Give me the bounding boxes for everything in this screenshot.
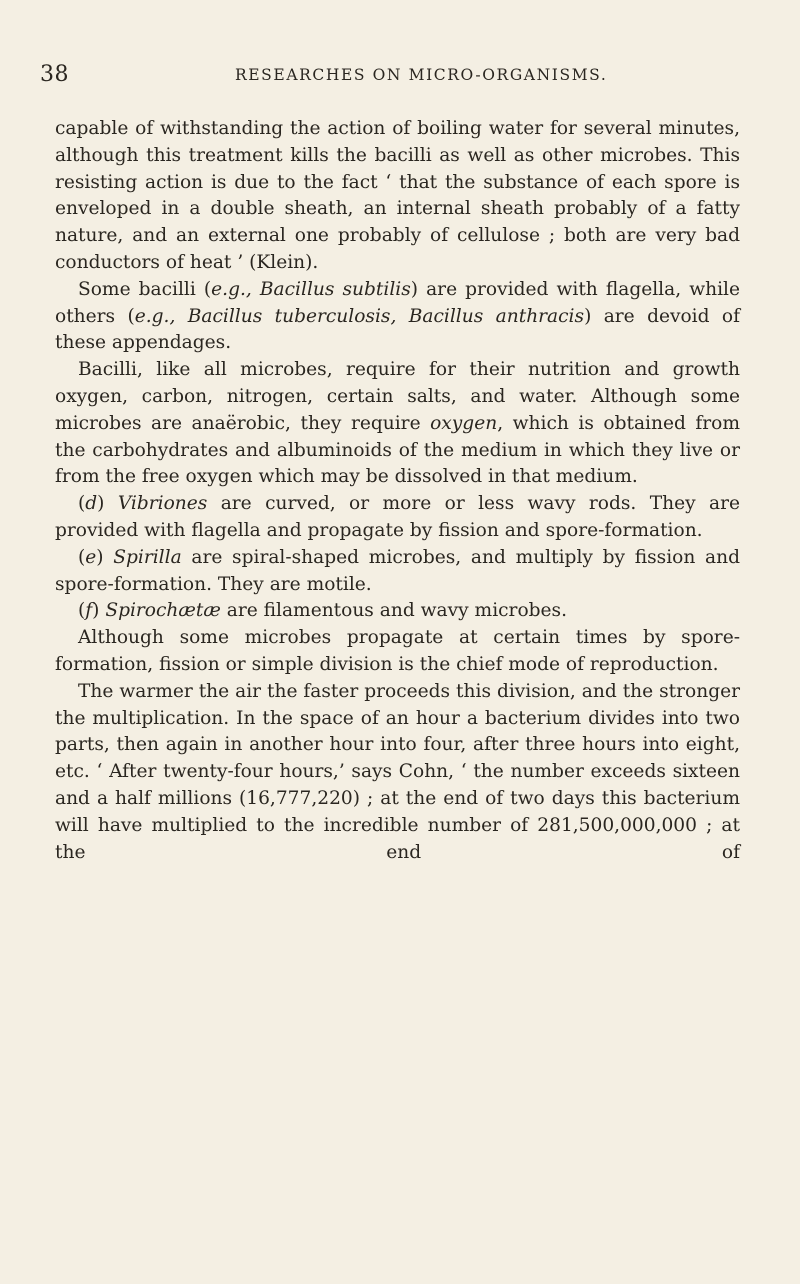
page-number: 38 (40, 62, 69, 87)
paragraph (55, 116, 740, 277)
text-run: ( (78, 546, 86, 568)
text-run: ( (78, 600, 86, 622)
text-run: Some bacilli ( (78, 278, 212, 300)
italic-text: Spirilla (113, 546, 182, 568)
italic-text: e.g., Bacillus subtilis (211, 278, 411, 300)
text-run: are curved, or more or less wavy rods. They are provided with flagella and propagate by fission and spore-formation. (55, 493, 740, 541)
italic-text: f (85, 600, 93, 622)
text-run: are filamentous and wavy microbes. (220, 600, 567, 622)
italic-text: Vibriones (117, 493, 208, 515)
paragraph (55, 545, 740, 599)
text-run: Bacilli, like all microbes, require for their nutrition and growth oxygen, carbon, nitrogen, certain salts, and water. Although some microbes are anaërobic, they require (55, 359, 740, 434)
text-run: The warmer the air the faster proceeds this division, and the stronger the multiplication. In the space of an hour a bacterium divides into two parts, then again in another hour into four, after three hours into eight, etc. ‘ After twenty-four hours,’ says Cohn, ‘ the number exceeds sixteen and a half millions (16,777,220) ; at the end of two days this bacterium will have multiplied to the incredible number of 281,500,000,000 ; at the end of (55, 680, 740, 863)
text-run: Although some microbes propagate at certain times by spore-formation, fission or simple division is the chief mode of reproduction. (55, 627, 740, 675)
text-run: ) are provided with flagella, while others ( (55, 278, 740, 327)
text-run: ( (78, 493, 86, 515)
text-run: ) (97, 493, 118, 515)
italic-text: oxygen (430, 412, 498, 434)
italic-text: e.g., Bacillus tuberculosis, Bacillus anthracis (134, 305, 585, 327)
text-run: capable of withstanding the action of boiling water for several minutes, although this treatment kills the bacilli as well as other microbes. This resisting action is due to the fact ‘ that the substance of each spore is enveloped in a double sheath, an internal sheath probably of a fatty nature, and an external one probably of cellulose ; both are very bad conductors of heat ’ (Klein). (55, 118, 740, 273)
italic-text: d (85, 493, 98, 515)
italic-text: e (85, 546, 97, 568)
paragraph (55, 277, 740, 357)
body-text (55, 116, 740, 866)
paragraph (55, 598, 740, 625)
page-header (40, 62, 740, 92)
paragraph (55, 625, 740, 679)
paragraph (55, 357, 740, 491)
text-run: are spiral-shaped microbes, and multiply by fission and spore-formation. They are motile. (55, 546, 740, 595)
text-run: ) (92, 600, 106, 622)
text-run: , which is obtained from the carbohydrates and albuminoids of the medium in which they live or from the free oxygen which may be dissolved in that medium. (55, 412, 740, 488)
text-run: ) (96, 546, 114, 568)
text-run: ) are devoid of these appendages. (55, 305, 740, 354)
paragraph (55, 491, 740, 545)
running-head: RESEARCHES ON MICRO-ORGANISMS. (235, 66, 608, 84)
italic-text: Spirochætæ (105, 600, 221, 622)
paragraph (55, 679, 740, 867)
